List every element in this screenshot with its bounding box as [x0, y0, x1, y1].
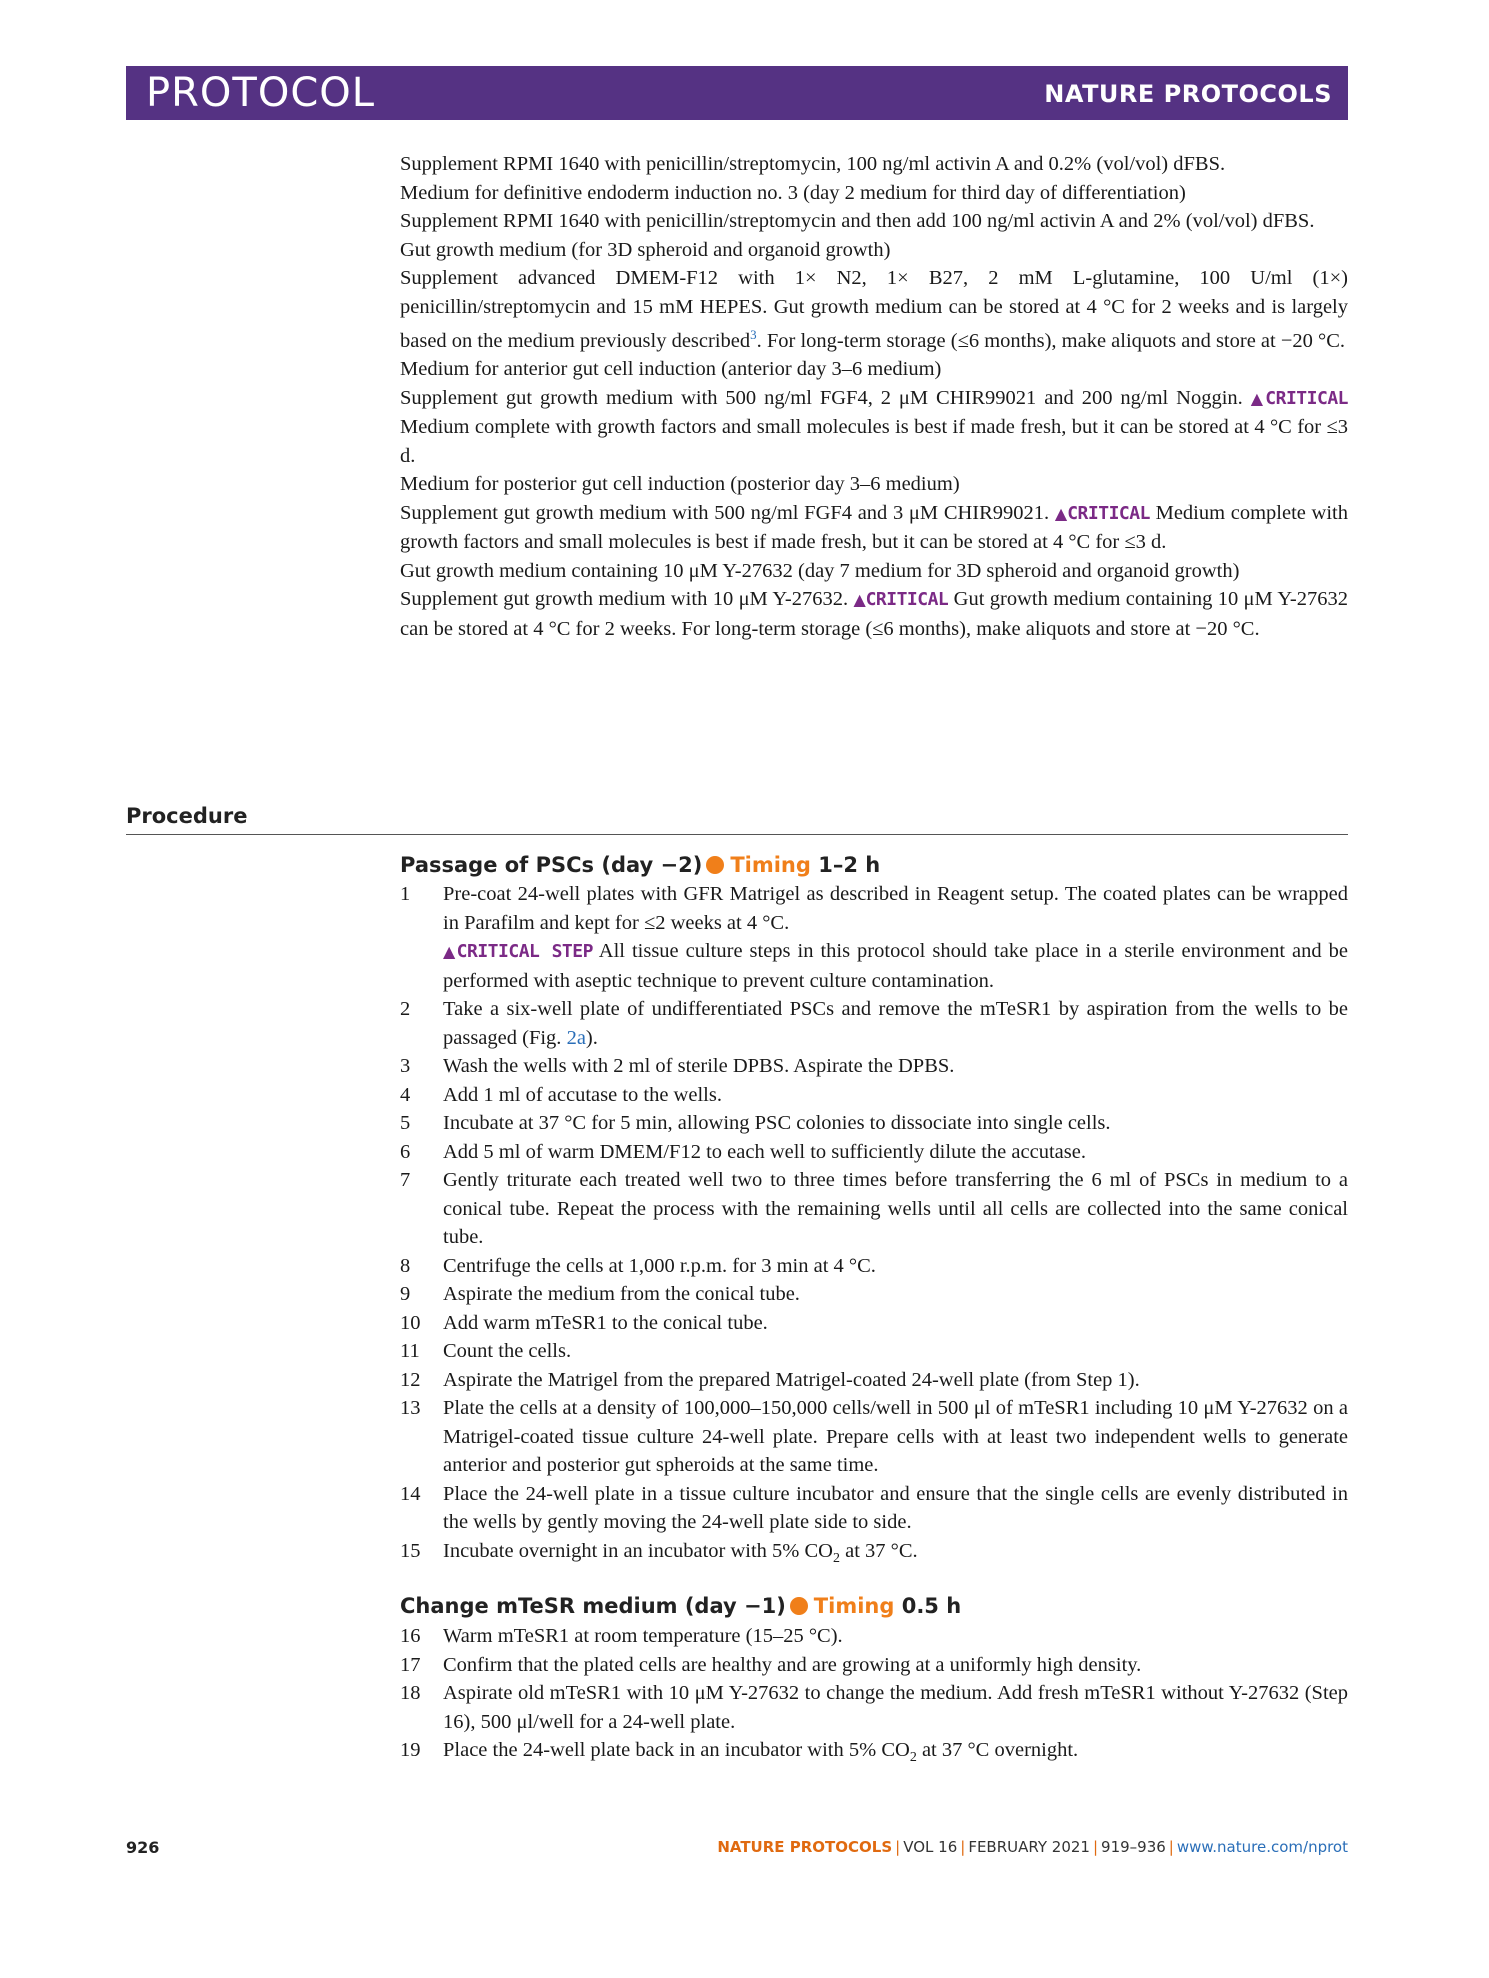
step-text: Take a six-well plate of undifferentiated PSCs and remove the mTeSR1 by aspiration from the wells to be passaged (Fig. [443, 998, 1348, 1049]
step-item [400, 1280, 1348, 1309]
critical-triangle-icon: ▲ [443, 942, 457, 961]
reagent-text-span: Supplement gut growth medium with 500 ng/ml FGF4 and 3 μM CHIR99021. [400, 501, 1050, 524]
timing-value: 1–2 h [818, 853, 881, 877]
step-item [400, 995, 1348, 1052]
reagent-line [400, 384, 1348, 471]
section-heading-passage [400, 853, 880, 877]
step-text: Count the cells. [443, 1340, 572, 1362]
reagent-text-span: . For long-term storage (≤6 months), make aliquots and store at −20 °C. [756, 329, 1346, 352]
reagent-text-span: Gut growth medium containing 10 μM Y-27632 can be stored at 4 °C for 2 weeks. For long-term storage (≤6 months), make aliquots and store at −20 °C. [400, 588, 1348, 640]
timing-dot-icon [790, 1597, 808, 1615]
footer-journal: NATURE PROTOCOLS [717, 1838, 893, 1856]
step-item [400, 1252, 1348, 1281]
critical-triangle-icon: ▲ [853, 590, 866, 610]
step-text: Warm mTeSR1 at room temperature (15–25 °C). [443, 1625, 843, 1647]
footer-separator: | [960, 1838, 966, 1856]
step-text: Add 1 ml of accutase to the wells. [443, 1083, 722, 1106]
critical-step-text: CRITICAL STEP [456, 941, 593, 962]
reagent-heading: Medium for definitive endoderm induction no. 3 (day 2 medium for third day of differentiation) [400, 181, 1186, 204]
section-title: Change mTeSR medium (day −1) [400, 1594, 786, 1618]
procedure-divider [126, 834, 1348, 835]
page-number: 926 [126, 1838, 160, 1857]
procedure-steps-1 [400, 880, 1348, 1573]
footer-citation [717, 1838, 1348, 1856]
step-number: 16 [400, 1625, 421, 1647]
step-number: 11 [400, 1340, 420, 1362]
section-title: Passage of PSCs (day −2) [400, 853, 703, 877]
step-number: 12 [400, 1368, 421, 1391]
step-text: Plate the cells at a density of 100,000–150,000 cells/well in 500 μl of mTeSR1 including 10 μM Y-27632 on a Matrigel-coated tissue culture 24-well plate. Prepare cells with at least two independent wells to generate anterior and posterior gut spheroids at the same time. [443, 1397, 1348, 1476]
step-number: 17 [400, 1653, 421, 1676]
step-item [400, 1679, 1348, 1736]
reagent-heading: Gut growth medium (for 3D spheroid and organoid growth) [400, 238, 891, 261]
step-text: Confirm that the plated cells are healthy and are growing at a uniformly high density. [443, 1653, 1142, 1676]
step-number: 1 [400, 883, 411, 905]
critical-text: CRITICAL [1265, 387, 1348, 409]
step-item [400, 1736, 1348, 1773]
reagent-line: Supplement RPMI 1640 with penicillin/streptomycin, 100 ng/ml activin A and 0.2% (vol/vol) dFBS. [400, 153, 1226, 175]
footer-separator: | [1168, 1838, 1174, 1856]
reagent-text [400, 150, 1348, 643]
step-number: 4 [400, 1083, 411, 1106]
timing-value: 0.5 h [901, 1594, 962, 1618]
step-item [400, 1309, 1348, 1338]
critical-triangle-icon: ▲ [1054, 503, 1068, 523]
reagent-line [400, 585, 1348, 643]
critical-label [1055, 503, 1150, 524]
reagent-text-span: Supplement gut growth medium with 10 μM Y-27632. [400, 588, 849, 611]
timing-dot-icon [706, 856, 724, 874]
step-item [400, 1081, 1348, 1110]
step-item [400, 1366, 1348, 1395]
critical-step-label [443, 941, 593, 962]
reagent-line [400, 264, 1348, 355]
step-item [400, 1166, 1348, 1252]
step-number: 14 [400, 1482, 421, 1505]
step-number: 18 [400, 1682, 421, 1704]
header-banner [126, 66, 1348, 120]
figure-link[interactable]: 2a [566, 1026, 586, 1049]
step-number: 8 [400, 1254, 411, 1277]
critical-label [854, 589, 949, 610]
timing-label: Timing [813, 1594, 895, 1618]
reagent-line: Supplement RPMI 1640 with penicillin/streptomycin and then add 100 ng/ml activin A and 2% (vol/vol) dFBS. [400, 210, 1315, 232]
step-number: 3 [400, 1055, 411, 1077]
procedure-steps-2 [400, 1622, 1348, 1773]
critical-text: CRITICAL [865, 589, 949, 611]
step-text: Aspirate the Matrigel from the prepared Matrigel-coated 24-well plate (from Step 1). [443, 1368, 1140, 1391]
reagent-text-span: Medium complete with growth factors and small molecules is best if made fresh, but it can be stored at 4 °C for ≤3 d. [400, 501, 1349, 554]
step-text: Incubate at 37 °C for 5 min, allowing PSC colonies to dissociate into single cells. [443, 1112, 1111, 1134]
step-text: Gently triturate each treated well two to three times before transferring the 6 ml of PSCs in medium to a conical tube. Repeat the process with the remaining wells until all cells are collected into the same conical tube. [443, 1169, 1348, 1248]
step-text-end: ). [585, 1026, 598, 1049]
step-number: 19 [400, 1739, 421, 1761]
step-item [400, 1394, 1348, 1480]
step-text: Aspirate the medium from the conical tube. [443, 1283, 800, 1305]
header-journal-name: NATURE PROTOCOLS [1044, 80, 1332, 108]
footer-date: FEBRUARY 2021 [968, 1838, 1090, 1856]
reagent-text-span: Supplement advanced DMEM-F12 with 1× N2, 1× B27, 2 mM L-glutamine, 100 U/ml (1×) penicillin/streptomycin and 15 mM HEPES. Gut growth medium can be stored at 4 °C for 2 weeks and is largely based on the medium previously described [400, 267, 1348, 352]
section-heading-change-medium [400, 1594, 961, 1618]
reagent-heading: Medium for posterior gut cell induction (posterior day 3–6 medium) [400, 473, 960, 496]
footer-volume: VOL 16 [903, 1838, 958, 1856]
critical-label [1251, 388, 1348, 409]
step-text: Add 5 ml of warm DMEM/F12 to each well to sufficiently dilute the accutase. [443, 1140, 1086, 1163]
step-number: 6 [400, 1140, 411, 1163]
header-protocol-label: PROTOCOL [146, 70, 376, 116]
step-number: 9 [400, 1283, 411, 1305]
step-text: Centrifuge the cells at 1,000 r.p.m. for 3 min at 4 °C. [443, 1254, 876, 1277]
footer-separator: | [1092, 1838, 1099, 1856]
subscript: 2 [909, 1750, 917, 1766]
step-text: Place the 24-well plate in a tissue culture incubator and ensure that the single cells are evenly distributed in the wells by gently moving the 24-well plate side to side. [443, 1482, 1348, 1533]
step-text: Add warm mTeSR1 to the conical tube. [443, 1311, 768, 1334]
reagent-heading: Medium for anterior gut cell induction (anterior day 3–6 medium) [400, 358, 942, 381]
procedure-heading: Procedure [126, 804, 248, 828]
step-item [400, 1138, 1348, 1167]
step-text-end: at 37 °C overnight. [916, 1739, 1079, 1761]
reagent-text-span: Supplement gut growth medium with 500 ng/ml FGF4, 2 μM CHIR99021 and 200 ng/ml Noggin. [400, 386, 1243, 409]
reagent-line [400, 499, 1348, 557]
step-item [400, 1337, 1348, 1366]
reagent-heading: Gut growth medium containing 10 μM Y-27632 (day 7 medium for 3D spheroid and organoid growth) [400, 559, 1240, 582]
step-text-end: at 37 °C. [839, 1539, 918, 1562]
footer-pages: 919–936 [1101, 1838, 1166, 1856]
step-number: 5 [400, 1112, 411, 1134]
step-item [400, 1651, 1348, 1680]
footer-separator: | [895, 1838, 901, 1856]
step-text: Wash the wells with 2 ml of sterile DPBS. Aspirate the DPBS. [443, 1055, 955, 1077]
step-text: Pre-coat 24-well plates with GFR Matrigel as described in Reagent setup. The coated plates can be wrapped in Parafilm and kept for ≤2 weeks at 4 °C. [443, 883, 1348, 934]
step-item [400, 1480, 1348, 1537]
critical-triangle-icon: ▲ [1250, 388, 1266, 408]
step-item [400, 1622, 1348, 1651]
step-item [400, 1052, 1348, 1081]
reagent-text-span: Medium complete with growth factors and small molecules is best if made fresh, but it can be stored at 4 °C for ≤3 d. [400, 416, 1348, 467]
step-item [400, 880, 1348, 995]
subscript: 2 [832, 1550, 840, 1566]
step-number: 7 [400, 1169, 411, 1191]
critical-text: CRITICAL [1067, 502, 1150, 524]
step-number: 15 [400, 1539, 421, 1562]
step-text: Aspirate old mTeSR1 with 10 μM Y-27632 to change the medium. Add fresh mTeSR1 without Y-27632 (Step 16), 500 μl/well for a 24-well plate. [443, 1682, 1348, 1733]
critical-step-note: All tissue culture steps in this protocol should take place in a sterile environment and be performed with aseptic technique to prevent culture contamination. [443, 940, 1348, 992]
step-item [400, 1109, 1348, 1138]
step-item [400, 1537, 1348, 1574]
step-number: 2 [400, 998, 411, 1020]
step-number: 10 [400, 1311, 421, 1334]
footer-url-link[interactable]: www.nature.com/nprot [1176, 1838, 1348, 1856]
step-text: Incubate overnight in an incubator with 5% CO [443, 1539, 833, 1562]
step-text: Place the 24-well plate back in an incubator with 5% CO [443, 1739, 910, 1761]
timing-label: Timing [730, 853, 811, 877]
reference-link[interactable]: 3 [750, 327, 757, 342]
step-number: 13 [400, 1397, 421, 1419]
